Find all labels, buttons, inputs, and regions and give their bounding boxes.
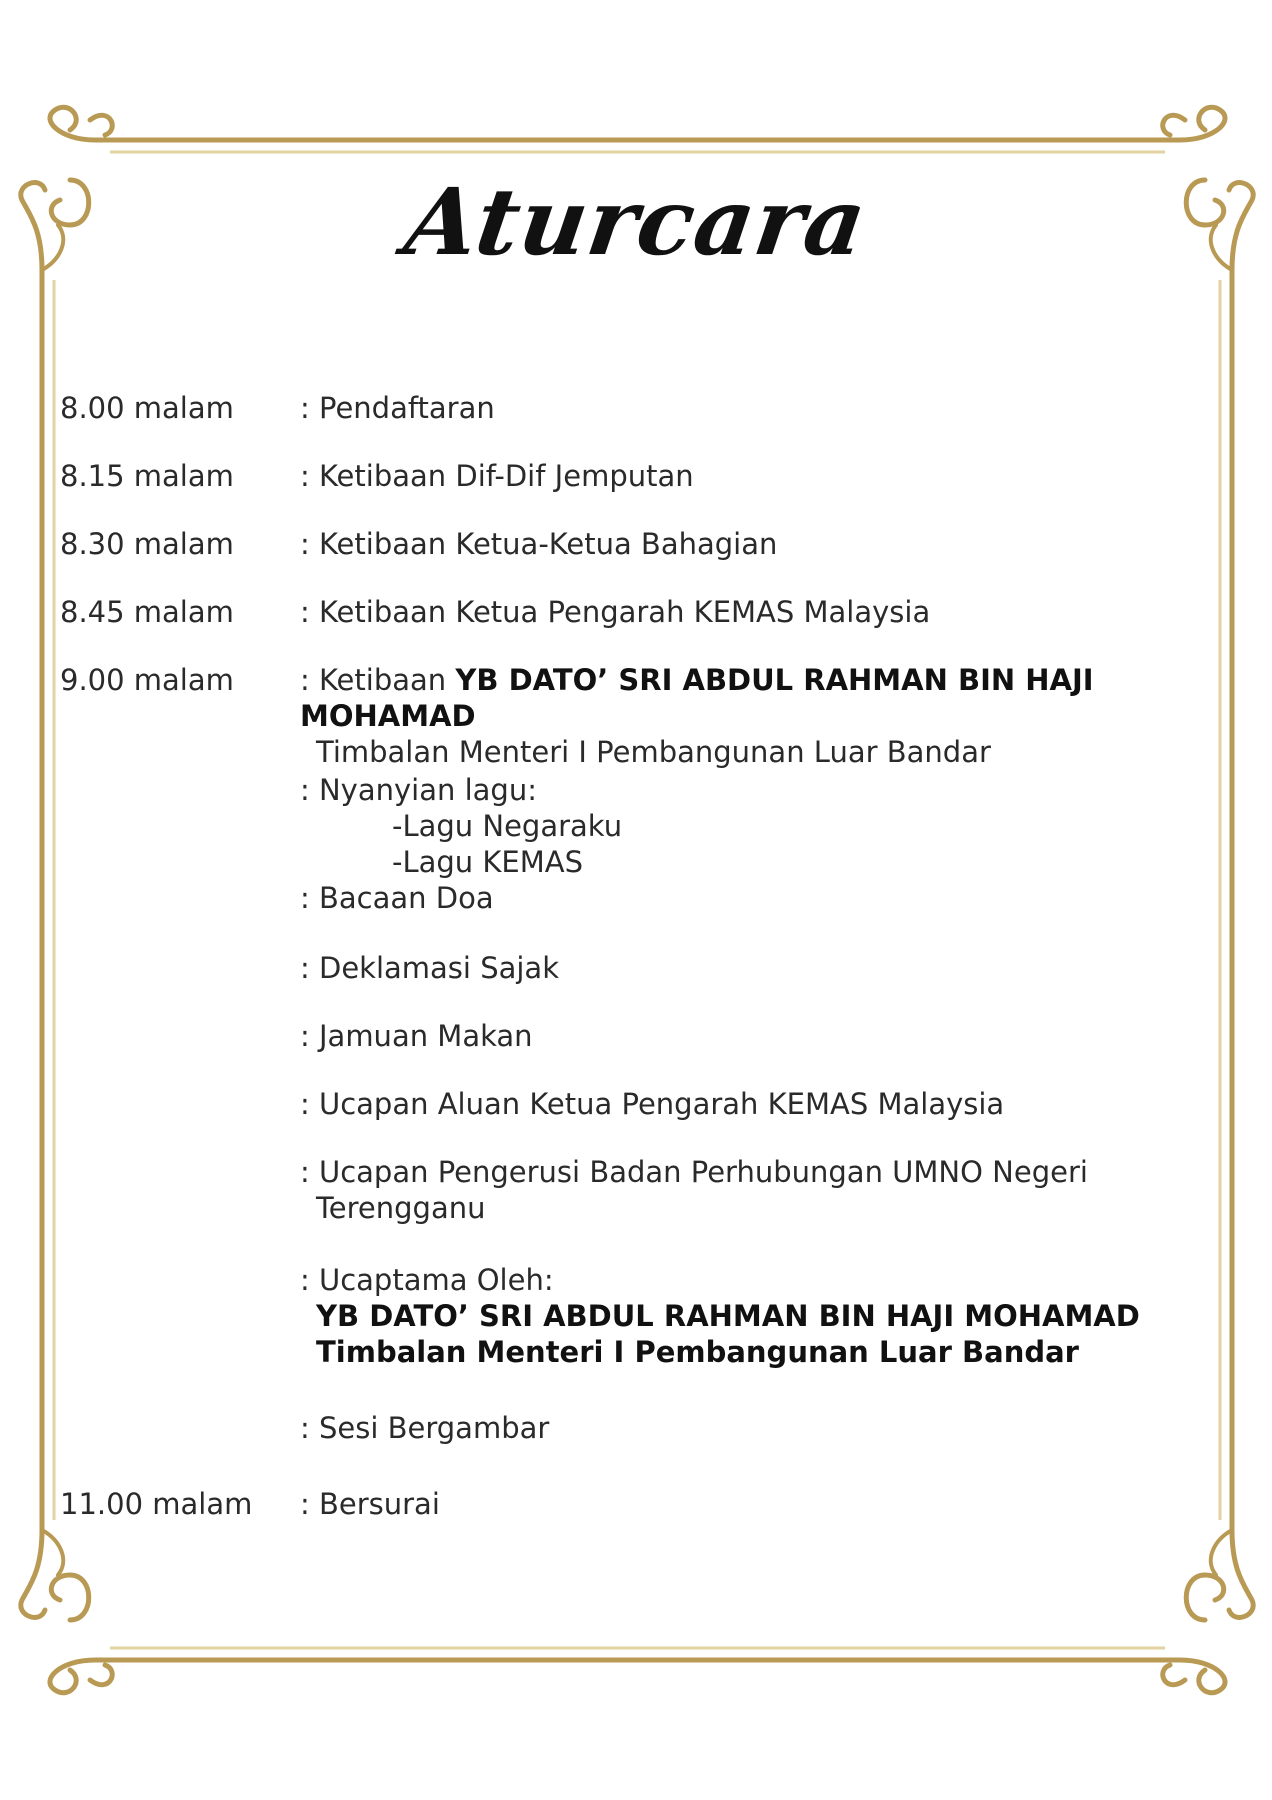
program-ucapan-pengerusi-2: Terengganu — [316, 1191, 486, 1225]
schedule-item — [300, 662, 1230, 770]
schedule-item: : Pendaftaran — [300, 391, 495, 425]
schedule-time: 8.00 malam — [60, 391, 234, 425]
program-lagu-2: -Lagu KEMAS — [392, 845, 584, 879]
schedule-item: : Bersurai — [300, 1487, 440, 1521]
schedule-item: : Ketibaan Ketua-Ketua Bahagian — [300, 527, 778, 561]
guest-name: YB DATO’ SRI ABDUL RAHMAN BIN HAJI MOHAMAD — [300, 663, 1094, 733]
program-sesi-bergambar: : Sesi Bergambar — [300, 1411, 550, 1445]
program-ucaptama: : Ucaptama Oleh: — [300, 1263, 554, 1297]
program-jamuan: : Jamuan Makan — [300, 1019, 533, 1053]
program-deklamasi: : Deklamasi Sajak — [300, 951, 559, 985]
program-ucapan-pengerusi: : Ucapan Pengerusi Badan Perhubungan UMNO Negeri — [300, 1155, 1088, 1189]
item-prefix: : Ketibaan — [300, 663, 456, 697]
program-ucapan-aluan: : Ucapan Aluan Ketua Pengarah KEMAS Malaysia — [300, 1087, 1005, 1121]
schedule-time: 8.15 malam — [60, 459, 234, 493]
schedule-time: 9.00 malam — [60, 663, 234, 697]
program-nyanyian: : Nyanyian lagu: — [300, 773, 537, 807]
ucaptama-title: Timbalan Menteri I Pembangunan Luar Bandar — [316, 1335, 1079, 1369]
schedule-time: 8.45 malam — [60, 595, 234, 629]
schedule-time: 8.30 malam — [60, 527, 234, 561]
schedule-item: : Ketibaan Dif-Dif Jemputan — [300, 459, 694, 493]
program-lagu-1: -Lagu Negaraku — [392, 809, 623, 843]
schedule-time: 11.00 malam — [60, 1487, 253, 1521]
guest-title: Timbalan Menteri I Pembangunan Luar Bandar — [316, 735, 991, 769]
program-bacaan-doa: : Bacaan Doa — [300, 881, 494, 915]
ucaptama-name: YB DATO’ SRI ABDUL RAHMAN BIN HAJI MOHAMAD — [316, 1299, 1140, 1333]
page-title: Aturcara — [398, 168, 874, 276]
schedule-item: : Ketibaan Ketua Pengarah KEMAS Malaysia — [300, 595, 931, 629]
